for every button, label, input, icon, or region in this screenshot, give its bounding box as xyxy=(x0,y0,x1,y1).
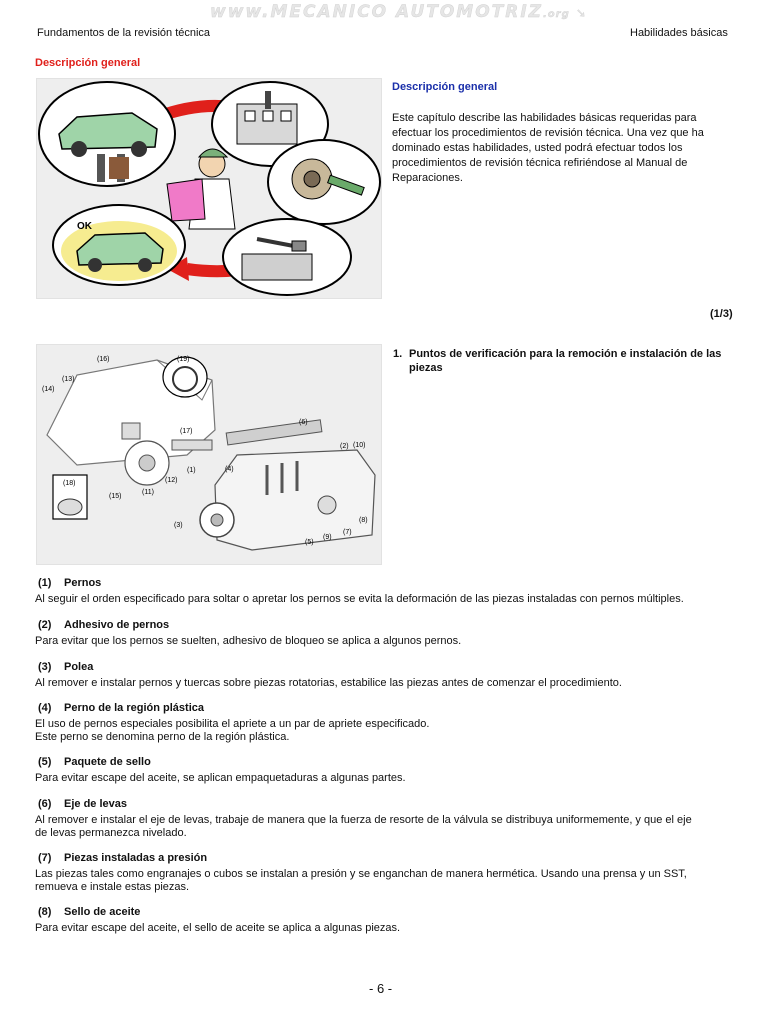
watermark-suffix: .org xyxy=(543,9,570,20)
description-title: Descripción general xyxy=(392,81,498,93)
cursor-arrow-icon: ➘ xyxy=(569,6,588,20)
item-4-body: El uso de pernos especiales posibilita el apriete a un par de apriete especificado. Este perno se denomina perno de la región plástica. xyxy=(35,718,430,743)
item-5-number: (5) xyxy=(38,756,52,768)
item-5-heading xyxy=(38,752,151,770)
item-5-body: Para evitar escape del aceite, se aplican empaquetaduras a algunas partes. xyxy=(35,772,406,784)
description-paragraph: Este capítulo describe las habilidades básicas requeridas para efectuar los procedimientos de revisión técnica. Una vez que ha dominado estas habilidades, usted podrá efectuar todos los procedimientos de revisión técnica refiriéndose al Manual de Reparaciones. xyxy=(392,112,704,184)
item-3-heading xyxy=(38,657,93,675)
page-number: - 6 - xyxy=(369,981,393,996)
item-2-body: Para evitar que los pernos se suelten, adhesivo de bloqueo se aplica a algunos pernos. xyxy=(35,635,462,647)
callout-14: (14) xyxy=(42,386,55,393)
numbered-title: Puntos de verificación para la remoción e instalación de las piezas xyxy=(409,348,722,374)
item-6-body: Al remover e instalar el eje de levas, trabaje de manera que la fuerza de resorte de la válvula se distribuya uniformemente, y que el eje de levas permanezca nivelado. xyxy=(35,814,692,839)
overview-cycle-svg xyxy=(37,79,381,298)
item-2-title: Adhesivo de pernos xyxy=(64,619,170,631)
item-7-heading xyxy=(38,848,207,866)
item-8-title: Sello de aceite xyxy=(64,906,141,918)
item-7-body: Las piezas tales como engranajes o cubos se instalan a presión y se enganchan de manera hermética. Usando una prensa y un SST, remueva e instale estas piezas. xyxy=(35,868,687,893)
callout-2: (2) xyxy=(340,443,349,450)
callout-17: (17) xyxy=(180,428,193,435)
callout-15: (15) xyxy=(109,493,122,500)
watermark xyxy=(210,2,588,22)
callout-10: (10) xyxy=(353,442,366,449)
item-6-title: Eje de levas xyxy=(64,798,127,810)
item-3-title: Polea xyxy=(64,661,94,673)
callout-19: (19) xyxy=(177,356,190,363)
item-3-number: (3) xyxy=(38,661,52,673)
item-1-heading xyxy=(38,573,101,591)
item-8-body: Para evitar escape del aceite, el sello de aceite se aplica a algunas piezas. xyxy=(35,922,401,934)
callout-5: (5) xyxy=(305,539,314,546)
item-1-number: (1) xyxy=(38,577,52,589)
item-3-body: Al remover e instalar pernos y tuercas sobre piezas rotatorias, estabilice las piezas antes de comenzar el procedimiento. xyxy=(35,677,622,689)
ok-label: OK xyxy=(77,221,92,232)
item-4-number: (4) xyxy=(38,702,52,714)
page-fraction: (1/3) xyxy=(710,308,733,320)
item-5-title: Paquete de sello xyxy=(64,756,151,768)
callout-4: (4) xyxy=(225,466,234,473)
item-2-number: (2) xyxy=(38,619,52,631)
item-7-title: Piezas instaladas a presión xyxy=(64,852,208,864)
engine-parts-diagram xyxy=(36,344,382,565)
item-1-body: Al seguir el orden especificado para soltar o apretar los pernos se evita la deformación de las piezas instaladas con pernos múltiples. xyxy=(35,593,684,605)
callout-16: (16) xyxy=(97,356,110,363)
overview-illustration xyxy=(36,78,382,299)
item-8-heading xyxy=(38,902,140,920)
callout-1: (1) xyxy=(187,467,196,474)
item-1-title: Pernos xyxy=(64,577,102,589)
item-4-heading xyxy=(38,698,204,716)
item-6-heading xyxy=(38,794,127,812)
item-7-number: (7) xyxy=(38,852,52,864)
callout-9: (9) xyxy=(323,534,332,541)
callout-11: (11) xyxy=(142,489,154,496)
header-left: Fundamentos de la revisión técnica xyxy=(37,27,211,39)
callout-18: (18) xyxy=(63,480,76,487)
watermark-text: www.MECANICO AUTOMOTRIZ xyxy=(210,2,543,22)
callout-8: (8) xyxy=(359,517,368,524)
numbered-index: 1. xyxy=(393,348,403,360)
callout-6: (6) xyxy=(299,419,308,426)
engine-parts-svg xyxy=(37,345,381,564)
item-4-title: Perno de la región plástica xyxy=(64,702,204,714)
item-2-heading xyxy=(38,615,169,633)
item-8-number: (8) xyxy=(38,906,52,918)
manual-book xyxy=(167,179,205,221)
callout-13: (13) xyxy=(62,376,75,383)
callout-3: (3) xyxy=(174,522,183,529)
item-6-number: (6) xyxy=(38,798,52,810)
section-title: Descripción general xyxy=(35,57,141,69)
callout-7: (7) xyxy=(343,529,352,536)
header-right: Habilidades básicas xyxy=(630,27,728,39)
callout-12: (12) xyxy=(165,477,178,484)
